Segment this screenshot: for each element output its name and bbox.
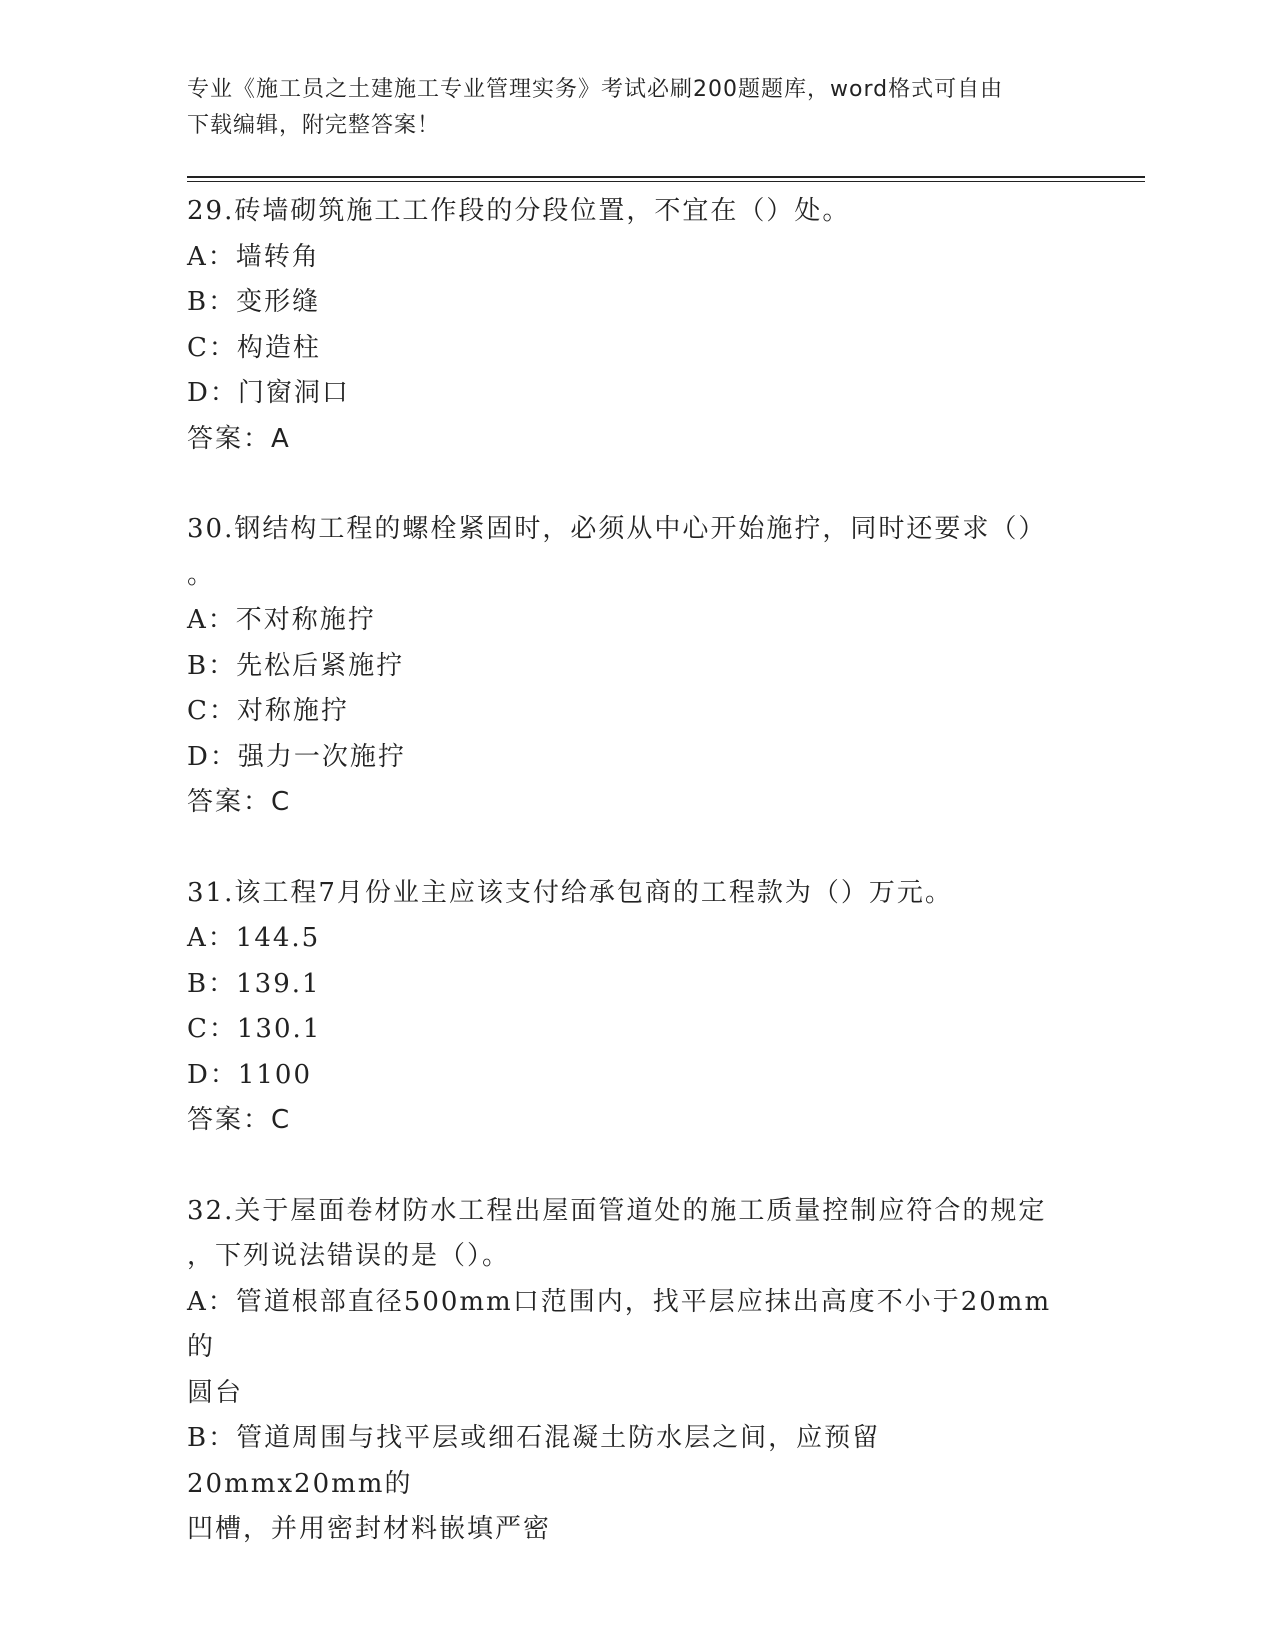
- option-d: D：门窗洞口: [187, 378, 350, 408]
- question-stem: 30.钢结构工程的螺栓紧固时，必须从中心开始施拧，同时还要求（）: [187, 514, 1047, 544]
- question-stem-continued: 。: [187, 559, 216, 590]
- option-a: A：墙转角: [187, 241, 320, 272]
- option-d: D：1100: [187, 1059, 313, 1090]
- option-b: B：管道周围与找平层或细石混凝土防水层之间，应预留20mmx20mm的: [187, 1423, 881, 1499]
- question-stem-continued: ，下列说法错误的是（）。: [187, 1241, 511, 1271]
- question-29: [187, 189, 1067, 462]
- question-stem: 29.砖墙砌筑施工工作段的分段位置，不宜在（）处。: [187, 196, 851, 226]
- option-a: A：144.5: [187, 923, 321, 953]
- option-c: C：对称施拧: [187, 696, 349, 726]
- option-b: B：先松后紧施拧: [187, 650, 405, 681]
- option-a: A：管道根部直径500mm口范围内，找平层应抹出高度不小于20mm的: [187, 1286, 1052, 1362]
- answer-line: 答案：C: [187, 787, 292, 817]
- question-30: [187, 507, 1067, 826]
- option-a-continued: 圆台: [187, 1377, 244, 1408]
- document-header: [187, 72, 1067, 144]
- header-line-2: 下载编辑，附完整答案！: [187, 113, 441, 138]
- answer-line: 答案：C: [187, 1105, 292, 1135]
- option-c: C：构造柱: [187, 332, 321, 363]
- option-c: C：130.1: [187, 1014, 322, 1044]
- header-divider-thin: [187, 181, 1145, 182]
- header-line-1: 专业《施工员之土建施工专业管理实务》考试必刷200题题库，word格式可自由: [187, 77, 1004, 102]
- option-b: B：139.1: [187, 968, 321, 999]
- option-d: D：强力一次施拧: [187, 741, 406, 772]
- question-stem: 32.关于屋面卷材防水工程出屋面管道处的施工质量控制应符合的规定: [187, 1195, 1047, 1226]
- option-b-continued: 凹槽，并用密封材料嵌填严密: [187, 1514, 552, 1544]
- header-divider-thick: [187, 176, 1145, 178]
- option-b: B：变形缝: [187, 287, 321, 317]
- question-31: [187, 871, 1067, 1144]
- question-list: [187, 189, 1067, 1553]
- question-32: [187, 1189, 1067, 1553]
- answer-line: 答案：A: [187, 423, 291, 454]
- question-stem: 31.该工程7月份业主应该支付给承包商的工程款为（）万元。: [187, 877, 953, 908]
- option-a: A：不对称施拧: [187, 605, 376, 635]
